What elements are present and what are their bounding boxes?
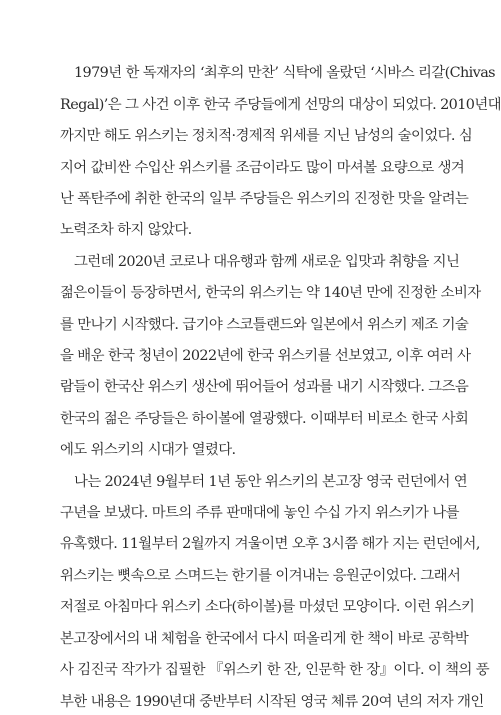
text-line: Regal)’은 그 사건 이후 한국 주당들에게 선망의 대상이 되었다. 2010년대 — [60, 97, 501, 113]
text-line: 까지만 해도 위스키는 정치적·경제적 위세를 지닌 남성의 술이었다. 심 — [60, 128, 473, 144]
text-line: 1979년 한 독재자의 ‘최후의 만찬’ 식탁에 올랐던 ‘시바스 리갈(Chivas — [74, 65, 495, 81]
text-line: 유혹했다. 11월부터 2월까지 겨울이면 오후 3시쯤 해가 지는 런던에서, — [60, 536, 480, 552]
text-line: 지어 값비싼 수입산 위스키를 조금이라도 많이 마셔볼 요량으로 생겨 — [60, 160, 465, 176]
text-line: 구년을 보냈다. 마트의 주류 판매대에 놓인 수십 가지 위스키가 나를 — [60, 505, 459, 521]
text-line: 노력조차 하지 않았다. — [60, 222, 192, 238]
text-line: 나는 2024년 9월부터 1년 동안 위스키의 본고장 영국 런던에서 연 — [74, 474, 468, 490]
text-line: 위스키는 뼛속으로 스며드는 한기를 이겨내는 응원군이었다. 그래서 — [60, 568, 461, 584]
text-line: 에도 위스키의 시대가 열렸다. — [60, 442, 236, 458]
text-line: 를 만나기 시작했다. 급기야 스코틀랜드와 일본에서 위스키 제조 기술 — [60, 317, 469, 333]
text-line: 을 배운 한국 청년이 2022년에 한국 위스키를 선보였고, 이후 여러 사 — [60, 348, 471, 364]
text-line: 젊은이들이 등장하면서, 한국의 위스키는 약 140년 만에 진정한 소비자 — [60, 285, 481, 301]
text-line: 람들이 한국산 위스키 생산에 뛰어들어 성과를 내기 시작했다. 그즈음 — [60, 379, 469, 395]
text-line: 한국의 젊은 주당들은 하이볼에 열광했다. 이때부터 비로소 한국 사회 — [60, 411, 469, 427]
text-line: 저절로 아침마다 위스키 소다(하이볼)를 마셨던 모양이다. 이런 위스키 — [60, 599, 475, 615]
text-line: 부한 내용은 1990년대 중반부터 시작된 영국 체류 20여 년의 저자 개인 — [60, 694, 484, 710]
text-line: 난 폭탄주에 취한 한국의 일부 주당들은 위스키의 진정한 맛을 알려는 — [60, 191, 469, 207]
text-line: 본고장에서의 내 체험을 한국에서 다시 떠올리게 한 책이 바로 공학박 — [60, 631, 469, 647]
text-line: 사 김진국 작가가 집필한 『위스키 한 잔, 인문학 한 장』이다. 이 책의 풍 — [60, 662, 490, 678]
text-line: 그런데 2020년 코로나 대유행과 함께 새로운 입맛과 취향을 지닌 — [74, 254, 460, 270]
